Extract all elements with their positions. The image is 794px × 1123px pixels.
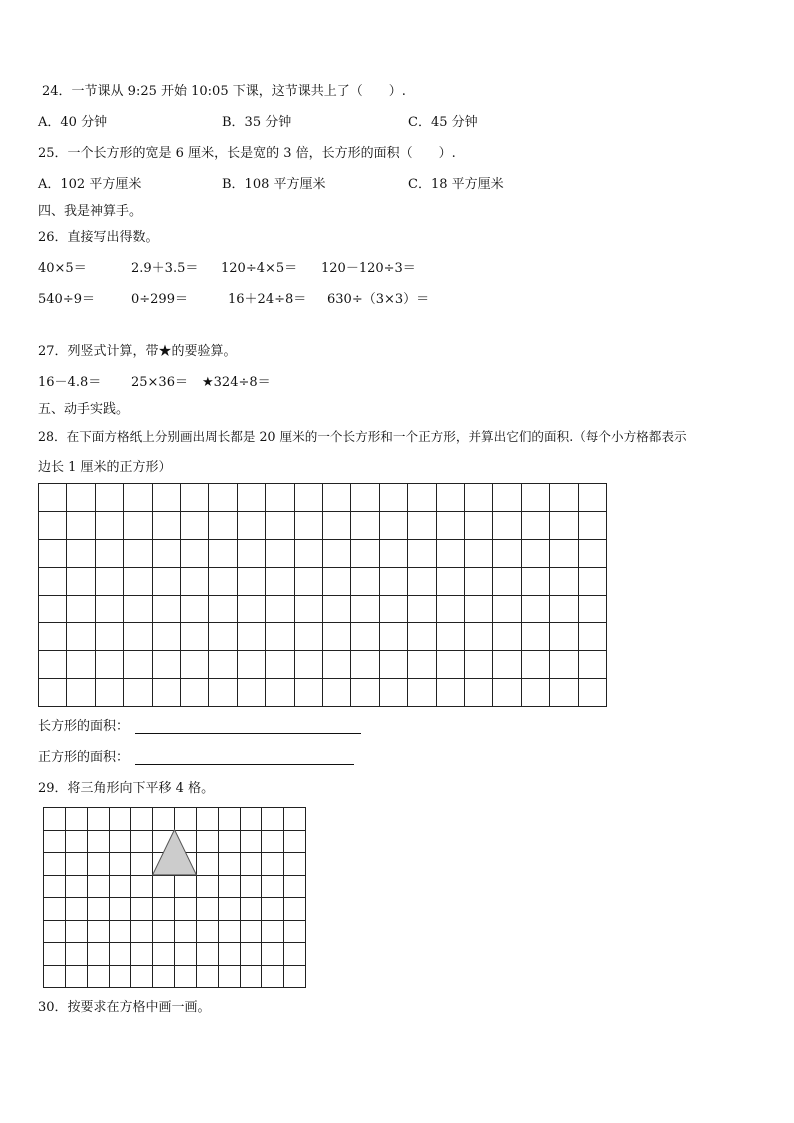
grid-cell[interactable] [96,596,124,624]
grid-cell[interactable] [437,623,465,651]
grid-cell[interactable] [351,679,379,707]
grid-cell[interactable] [493,512,521,540]
calc-item: 120÷4×5＝ [221,261,298,276]
grid-cell[interactable] [408,484,436,512]
grid-cell[interactable] [238,651,266,679]
grid-cell[interactable] [124,484,152,512]
grid-cell[interactable] [550,679,578,707]
grid-cell[interactable] [181,484,209,512]
grid-cell[interactable] [181,512,209,540]
grid-cell[interactable] [323,540,351,568]
q24-option-b: B．35 分钟 [222,115,292,130]
question-24-text: 24．一节课从 9:25 开始 10:05 下课，这节课共上了（ ）. [42,84,406,99]
calc-item: 40×5＝ [38,261,87,276]
grid-cell[interactable] [266,679,294,707]
grid-cell[interactable] [437,679,465,707]
question-26-text: 26．直接写出得数。 [38,230,159,245]
grid-cell[interactable] [380,623,408,651]
grid-cell[interactable] [351,512,379,540]
grid-cell[interactable] [124,540,152,568]
grid-cell[interactable] [522,679,550,707]
grid-cell[interactable] [380,596,408,624]
q24-option-a: A．40 分钟 [38,115,108,130]
grid-cell[interactable] [124,679,152,707]
grid-cell[interactable] [181,623,209,651]
grid-cell[interactable] [96,651,124,679]
grid-cell[interactable] [493,651,521,679]
grid-cell[interactable] [351,596,379,624]
grid-cell[interactable] [522,512,550,540]
grid-cell[interactable] [465,512,493,540]
question-27-text: 27．列竖式计算，带★的要验算。 [38,344,237,359]
calc-item: 0÷299＝ [131,292,188,307]
grid-cell[interactable] [408,512,436,540]
grid-cell[interactable] [39,596,67,624]
square-grid-paper[interactable] [38,483,607,707]
grid-cell[interactable] [351,484,379,512]
grid-cell[interactable] [209,484,237,512]
grid-cell[interactable] [323,484,351,512]
grid-cell[interactable] [408,596,436,624]
grid-cell[interactable] [153,596,181,624]
grid-cell[interactable] [579,651,607,679]
grid-cell[interactable] [408,651,436,679]
grid-cell[interactable] [295,484,323,512]
grid-cell[interactable] [124,512,152,540]
grid-cell[interactable] [380,651,408,679]
section-5-heading: 五、动手实践。 [38,402,130,417]
grid-cell[interactable] [39,679,67,707]
grid-cell[interactable] [465,679,493,707]
grid-cell[interactable] [153,651,181,679]
grid-cell[interactable] [579,679,607,707]
rectangle-area-label: 长方形的面积： [38,719,130,734]
grid-cell[interactable] [550,512,578,540]
grid-cell[interactable] [124,623,152,651]
grid-cell[interactable] [96,540,124,568]
q25-option-b: B．108 平方厘米 [222,177,326,192]
question-29-text: 29．将三角形向下平移 4 格。 [38,781,215,796]
grid-cell[interactable] [380,568,408,596]
grid-cell[interactable] [351,623,379,651]
grid-cell[interactable] [266,596,294,624]
grid-cell[interactable] [579,512,607,540]
grid-cell[interactable] [238,596,266,624]
calc-item: 120－120÷3＝ [321,261,416,276]
grid-cell[interactable] [67,679,95,707]
q24-option-c: C．45 分钟 [408,115,478,130]
grid-cell[interactable] [295,679,323,707]
section-4-heading: 四、我是神算手。 [38,204,143,219]
grid-cell[interactable] [465,623,493,651]
grid-cell[interactable] [437,596,465,624]
grid-cell[interactable] [295,623,323,651]
grid-cell[interactable] [124,596,152,624]
grid-cell[interactable] [209,540,237,568]
grid-cell[interactable] [153,679,181,707]
grid-cell[interactable] [380,484,408,512]
grid-cell[interactable] [238,512,266,540]
q25-option-a: A．102 平方厘米 [38,177,142,192]
question-30-text: 30．按要求在方格中画一画。 [38,1000,211,1015]
grid-cell[interactable] [493,540,521,568]
grid-cell[interactable] [550,651,578,679]
question-25-text: 25．一个长方形的宽是 6 厘米，长是宽的 3 倍，长方形的面积（ ）. [38,146,456,161]
grid-cell[interactable] [437,540,465,568]
calc-item: 540÷9＝ [38,292,95,307]
grid-cell[interactable] [39,568,67,596]
grid-cell[interactable] [39,651,67,679]
grid-cell[interactable] [266,512,294,540]
grid-cell[interactable] [380,679,408,707]
grid-cell[interactable] [295,651,323,679]
grid-cell[interactable] [209,651,237,679]
grid-cell[interactable] [39,623,67,651]
grid-cell[interactable] [522,651,550,679]
calc-item: 16＋24÷8＝ [228,292,307,307]
grid-cell[interactable] [380,540,408,568]
vertical-calc-item: 16－4.8＝ [38,375,102,390]
grid-cell[interactable] [351,568,379,596]
grid-cell[interactable] [351,651,379,679]
square-area-label: 正方形的面积： [38,750,130,765]
grid-cell[interactable] [181,596,209,624]
grid-cell[interactable] [465,540,493,568]
grid-cell[interactable] [181,679,209,707]
grid-cell[interactable] [550,568,578,596]
grid-cell[interactable] [67,623,95,651]
grid-cell[interactable] [209,596,237,624]
grid-cell[interactable] [209,623,237,651]
grid-cell[interactable] [153,484,181,512]
grid-cell[interactable] [67,540,95,568]
grid-cell[interactable] [39,540,67,568]
grid-cell[interactable] [181,651,209,679]
grid-cell[interactable] [323,623,351,651]
grid-cell[interactable] [380,512,408,540]
calc-item: 2.9＋3.5＝ [131,261,199,276]
grid-cell[interactable] [437,568,465,596]
grid-cell[interactable] [408,568,436,596]
grid-cell[interactable] [96,679,124,707]
grid-cell[interactable] [209,568,237,596]
grid-cell[interactable] [522,540,550,568]
grid-cell[interactable] [67,596,95,624]
grid-cell[interactable] [209,679,237,707]
grid-cell[interactable] [550,484,578,512]
grid-cell[interactable] [493,568,521,596]
grid-cell[interactable] [522,484,550,512]
rectangle-area-answer-blank[interactable] [135,733,361,734]
calc-item: 630÷（3×3）＝ [327,292,430,307]
grid-cell[interactable] [522,568,550,596]
grid-cell[interactable] [153,540,181,568]
grid-cell[interactable] [238,484,266,512]
grid-cell[interactable] [295,540,323,568]
grid-cell[interactable] [437,484,465,512]
grid-cell[interactable] [323,596,351,624]
grid-cell[interactable] [579,484,607,512]
grid-cell[interactable] [465,484,493,512]
grid-cell[interactable] [465,596,493,624]
grid-cell[interactable] [550,540,578,568]
grid-cell[interactable] [181,568,209,596]
grid-cell[interactable] [96,484,124,512]
grid-cell[interactable] [323,568,351,596]
grid-cell[interactable] [465,651,493,679]
grid-cell[interactable] [266,651,294,679]
grid-cell[interactable] [408,679,436,707]
grid-cell[interactable] [181,540,209,568]
grid-cell[interactable] [579,596,607,624]
grid-cell[interactable] [522,596,550,624]
grid-cell[interactable] [408,540,436,568]
grid-cell[interactable] [238,623,266,651]
grid-cell[interactable] [96,568,124,596]
grid-cell[interactable] [323,651,351,679]
grid-cell[interactable] [266,568,294,596]
grid-cell[interactable] [266,623,294,651]
grid-cell[interactable] [238,568,266,596]
grid-cell[interactable] [238,679,266,707]
grid-cell[interactable] [550,596,578,624]
grid-cell[interactable] [96,512,124,540]
grid-cell[interactable] [295,512,323,540]
grid-cell[interactable] [493,596,521,624]
grid-cell[interactable] [465,568,493,596]
vertical-calc-item: 25×36＝ [131,375,188,390]
vertical-calc-item: ★324÷8＝ [202,375,271,390]
grid-cell[interactable] [437,512,465,540]
grid-cell[interactable] [67,512,95,540]
grid-cell[interactable] [67,651,95,679]
grid-cell[interactable] [295,568,323,596]
grid-cell[interactable] [124,651,152,679]
grid-cell[interactable] [550,623,578,651]
grid-cell[interactable] [209,512,237,540]
grid-cell[interactable] [39,512,67,540]
grid-cell[interactable] [67,484,95,512]
grid-cell[interactable] [153,623,181,651]
question-28-text-line2: 边长 1 厘米的正方形） [38,460,172,475]
square-area-answer-blank[interactable] [135,764,354,765]
triangle-shape [43,807,307,989]
question-28-text-line1: 28．在下面方格纸上分别画出周长都是 20 厘米的一个长方形和一个正方形，并算出它们的面积.（每个小方格都表示 [38,429,687,444]
grid-cell[interactable] [351,540,379,568]
grid-cell[interactable] [408,623,436,651]
grid-cell[interactable] [67,568,95,596]
grid-cell[interactable] [238,540,266,568]
grid-cell[interactable] [579,623,607,651]
grid-cell[interactable] [153,568,181,596]
grid-cell[interactable] [323,679,351,707]
grid-cell[interactable] [266,540,294,568]
grid-cell[interactable] [522,623,550,651]
grid-cell[interactable] [437,651,465,679]
grid-cell[interactable] [493,484,521,512]
grid-cell[interactable] [295,596,323,624]
grid-cell[interactable] [323,512,351,540]
grid-cell[interactable] [493,623,521,651]
grid-cell[interactable] [579,568,607,596]
grid-cell[interactable] [124,568,152,596]
q25-option-c: C．18 平方厘米 [408,177,504,192]
grid-cell[interactable] [493,679,521,707]
grid-cell[interactable] [39,484,67,512]
grid-cell[interactable] [266,484,294,512]
grid-cell[interactable] [579,540,607,568]
grid-cell[interactable] [96,623,124,651]
grid-cell[interactable] [153,512,181,540]
